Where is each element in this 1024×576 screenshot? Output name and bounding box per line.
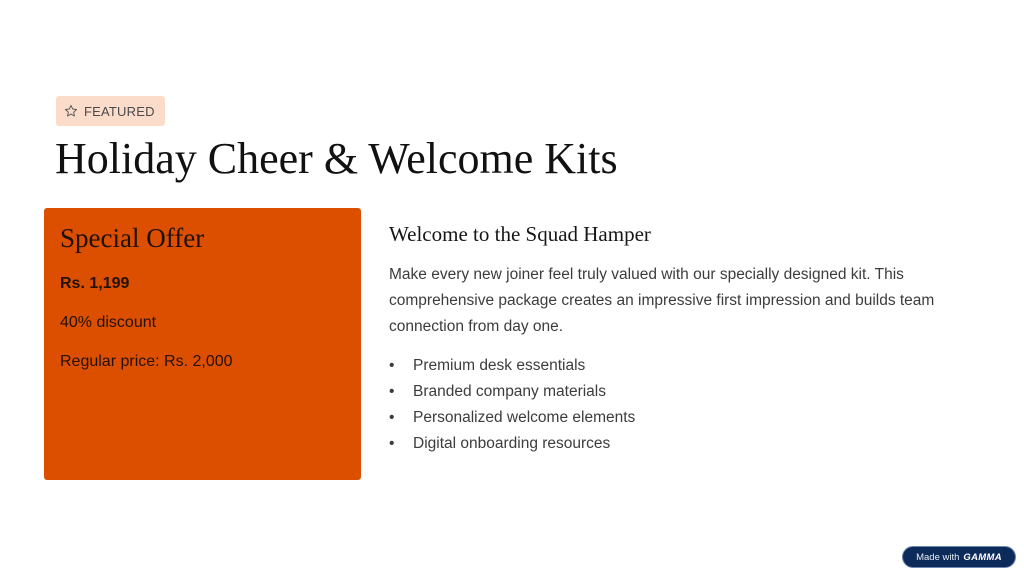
bullet-icon: • xyxy=(389,383,395,400)
offer-price: Rs. 1,199 xyxy=(60,275,130,292)
offer-discount: 40% discount xyxy=(60,314,157,331)
featured-badge xyxy=(56,96,165,126)
list-item-label: Premium desk essentials xyxy=(413,357,586,374)
offer-regular-price: Regular price: Rs. 2,000 xyxy=(60,353,233,370)
hamper-description: Make every new joiner feel truly valued with our specially designed kit. This comprehensive package creates an impressive first impression and builds team connection from day one. xyxy=(389,266,935,335)
list-item-label: Personalized welcome elements xyxy=(413,409,636,426)
list-item xyxy=(389,379,989,405)
bullet-icon: • xyxy=(389,357,395,374)
special-offer-card xyxy=(44,208,361,480)
gamma-logo: GAMMA xyxy=(963,551,1002,563)
hamper-details xyxy=(389,222,989,457)
page-title: Holiday Cheer & Welcome Kits xyxy=(55,134,618,183)
featured-badge-label: FEATURED xyxy=(84,103,155,119)
made-with-label: Made with xyxy=(916,551,960,563)
star-outline-icon xyxy=(64,104,78,118)
list-item-label: Digital onboarding resources xyxy=(413,435,611,452)
bullet-icon: • xyxy=(389,435,395,452)
list-item xyxy=(389,353,989,379)
bullet-icon: • xyxy=(389,409,395,426)
made-with-gamma-link[interactable] xyxy=(902,546,1016,568)
hamper-heading: Welcome to the Squad Hamper xyxy=(389,222,651,246)
list-item xyxy=(389,431,989,457)
offer-heading: Special Offer xyxy=(60,223,205,253)
list-item-label: Branded company materials xyxy=(413,383,606,400)
hamper-items-list xyxy=(389,353,989,457)
list-item xyxy=(389,405,989,431)
